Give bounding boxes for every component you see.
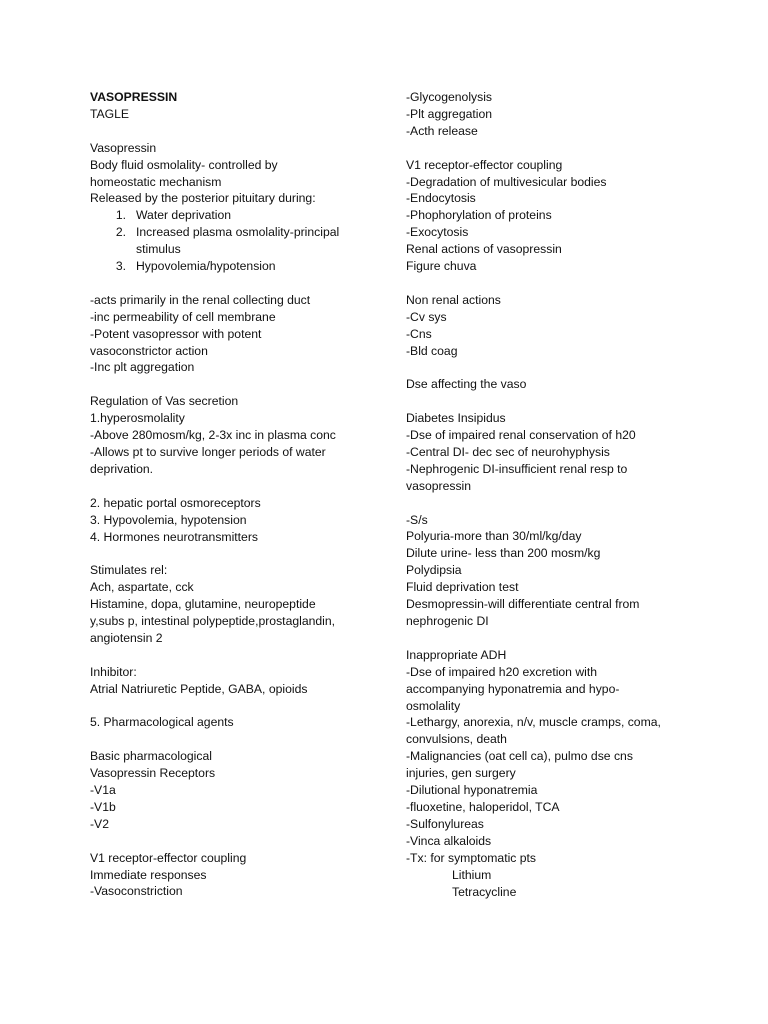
blank-line xyxy=(90,478,390,495)
blank-line xyxy=(406,393,706,410)
list-item-text: Increased plasma osmolality-principal xyxy=(136,225,340,240)
text-line: Histamine, dopa, glutamine, neuropeptide xyxy=(90,597,316,612)
text-line: -Degradation of multivesicular bodies xyxy=(406,174,607,189)
text-line: Ach, aspartate, cck xyxy=(90,580,194,595)
blank-line xyxy=(406,495,706,512)
text-line: Basic pharmacological xyxy=(90,749,212,764)
treatment-list xyxy=(406,867,706,901)
text-line: Immediate responses xyxy=(90,867,207,882)
list-item xyxy=(90,207,390,224)
text-line: -Malignancies (oat cell ca), pulmo dse cns xyxy=(406,749,633,764)
text-line: 5. Pharmacological agents xyxy=(90,715,234,730)
text-line: nephrogenic DI xyxy=(406,614,489,629)
list-item-text: Hypovolemia/hypotension xyxy=(136,259,276,274)
text-line: Body fluid osmolality- controlled by xyxy=(90,157,278,172)
text-line: -Nephrogenic DI-insufficient renal resp to xyxy=(406,461,628,476)
text-line: Dilute urine- less than 200 mosm/kg xyxy=(406,546,601,561)
text-line: -inc permeability of cell membrane xyxy=(90,309,276,324)
text-line: Polyuria-more than 30/ml/kg/day xyxy=(406,529,582,544)
blank-line xyxy=(90,647,390,664)
text-line: -Above 280mosm/kg, 2-3x inc in plasma conc xyxy=(90,428,336,443)
blank-line xyxy=(406,275,706,292)
text-line: -Allows pt to survive longer periods of water xyxy=(90,444,326,459)
text-line: 3. Hypovolemia, hypotension xyxy=(90,512,247,527)
text-line: -Lethargy, anorexia, n/v, muscle cramps, coma, xyxy=(406,715,661,730)
text-line: -Cns xyxy=(406,326,432,341)
text-line: -Potent vasopressor with potent xyxy=(90,326,262,341)
text-line: Lithium xyxy=(452,867,492,882)
left-column xyxy=(90,89,390,900)
list-item xyxy=(90,224,390,241)
text-line: -Endocytosis xyxy=(406,191,476,206)
list-item-number: 1. xyxy=(115,208,126,223)
text-line: accompanying hyponatremia and hypo- xyxy=(406,681,620,696)
text-line: -Vasoconstriction xyxy=(90,884,183,899)
text-line: -Inc plt aggregation xyxy=(90,360,195,375)
text-line: -Plt aggregation xyxy=(406,106,493,121)
text-line: -V1b xyxy=(90,799,116,814)
text-line: -Central DI- dec sec of neurohyphysis xyxy=(406,444,610,459)
text-line: homeostatic mechanism xyxy=(90,174,222,189)
blank-line xyxy=(406,359,706,376)
text-line: -Phophorylation of proteins xyxy=(406,208,552,223)
text-line: -Glycogenolysis xyxy=(406,90,493,104)
text-line: Figure chuva xyxy=(406,259,477,274)
text-line: deprivation. xyxy=(90,461,154,476)
blank-line xyxy=(90,123,390,140)
numbered-list xyxy=(90,207,390,275)
text-line: -V1a xyxy=(90,783,116,798)
intro-block xyxy=(90,140,390,208)
text-line: Vasopressin xyxy=(90,140,157,155)
text-line: -acts primarily in the renal collecting duct xyxy=(90,292,311,307)
text-line: -Sulfonylureas xyxy=(406,816,484,831)
text-line: Renal actions of vasopressin xyxy=(406,242,562,257)
author-line: TAGLE xyxy=(90,106,130,121)
text-line: -Dilutional hyponatremia xyxy=(406,783,538,798)
list-item-text: Water deprivation xyxy=(136,208,232,223)
blank-line xyxy=(90,833,390,850)
list-item-number xyxy=(90,241,136,258)
blank-line xyxy=(90,545,390,562)
text-line: angiotensin 2 xyxy=(90,630,163,645)
text-line: -Bld coag xyxy=(406,343,458,358)
text-line: Vasopressin Receptors xyxy=(90,766,216,781)
text-line: -Cv sys xyxy=(406,309,447,324)
text-line: Polydipsia xyxy=(406,563,462,578)
text-line: Inhibitor: xyxy=(90,664,137,679)
text-line: -Dse of impaired h20 excretion with xyxy=(406,664,598,679)
text-line: Inappropriate ADH xyxy=(406,647,507,662)
text-line: injuries, gen surgery xyxy=(406,766,516,781)
text-line: Stimulates rel: xyxy=(90,563,168,578)
blank-line xyxy=(90,698,390,715)
text-line: Regulation of Vas secretion xyxy=(90,394,239,409)
blank-line xyxy=(406,140,706,157)
notes-block xyxy=(90,292,390,901)
text-line: Non renal actions xyxy=(406,292,501,307)
text-line: Atrial Natriuretic Peptide, GABA, opioids xyxy=(90,681,308,696)
blank-line xyxy=(90,275,390,292)
text-line: -V2 xyxy=(90,816,109,831)
text-line: Desmopressin-will differentiate central from xyxy=(406,597,640,612)
text-line: vasoconstrictor action xyxy=(90,343,208,358)
list-item-number: 2. xyxy=(115,225,126,240)
document-title: VASOPRESSIN xyxy=(90,90,178,104)
text-line: 1.hyperosmolality xyxy=(90,411,185,426)
text-line: -S/s xyxy=(406,512,428,527)
text-line: osmolality xyxy=(406,698,461,713)
right-column xyxy=(406,89,706,900)
text-line: Released by the posterior pituitary during: xyxy=(90,191,316,206)
blank-line xyxy=(406,630,706,647)
text-line: -Dse of impaired renal conservation of h20 xyxy=(406,428,636,443)
list-item xyxy=(90,241,390,258)
blank-line xyxy=(90,376,390,393)
text-line: -Vinca alkaloids xyxy=(406,833,492,848)
text-line: y,subs p, intestinal polypeptide,prostaglandin, xyxy=(90,614,336,629)
list-item-number: 3. xyxy=(115,259,126,274)
text-line: Dse affecting the vaso xyxy=(406,377,527,392)
text-line: vasopressin xyxy=(406,478,472,493)
list-item-text: stimulus xyxy=(136,242,181,257)
blank-line xyxy=(90,731,390,748)
notes-block xyxy=(406,89,706,867)
text-line: -Acth release xyxy=(406,123,478,138)
text-line: -fluoxetine, haloperidol, TCA xyxy=(406,799,560,814)
text-line: 2. hepatic portal osmoreceptors xyxy=(90,495,261,510)
list-item xyxy=(90,258,390,275)
text-line: 4. Hormones neurotransmitters xyxy=(90,529,258,544)
text-line: Tetracycline xyxy=(452,884,517,899)
text-line: V1 receptor-effector coupling xyxy=(406,157,563,172)
text-line: -Exocytosis xyxy=(406,225,469,240)
text-line: convulsions, death xyxy=(406,732,507,747)
text-line: Diabetes Insipidus xyxy=(406,411,506,426)
text-line: -Tx: for symptomatic pts xyxy=(406,850,537,865)
text-line: V1 receptor-effector coupling xyxy=(90,850,247,865)
text-line: Fluid deprivation test xyxy=(406,580,519,595)
